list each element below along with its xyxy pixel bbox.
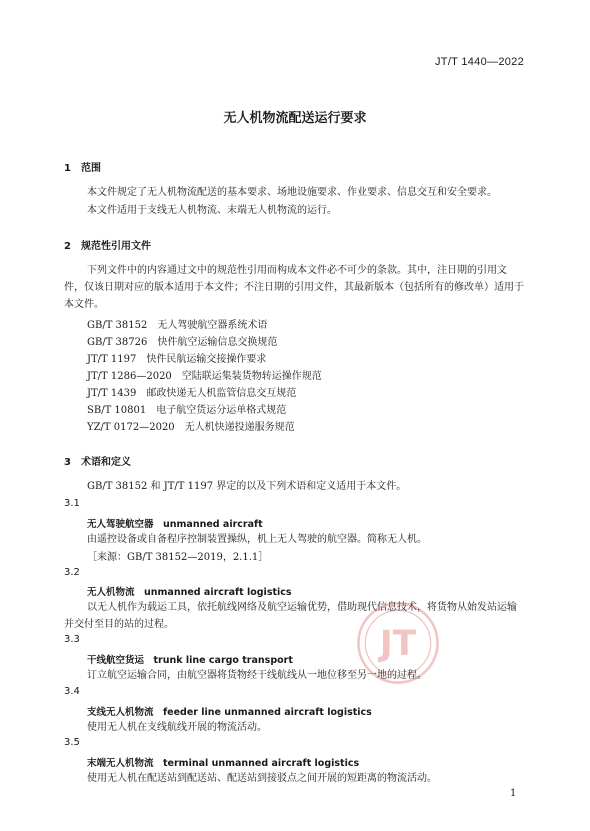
scope-paragraph: 本文件规定了无人机物流配送的基本要求、场地设施要求、作业要求、信息交互和安全要求。 — [87, 187, 497, 198]
reference-item: GB/T 38726 快件航空运输信息交换规范 — [87, 337, 278, 348]
reference-item: JT/T 1197 快件民航运输交接操作要求 — [87, 354, 267, 365]
term-number: 3.1 — [64, 498, 80, 509]
term-definition: 订立航空运输合同，由航空器将货物经干线航线从一地位移至另一地的过程。 — [87, 670, 427, 681]
term-title: 支线无人机物流 feeder line unmanned aircraft logistics — [87, 707, 372, 718]
term-number: 3.5 — [64, 737, 80, 748]
term-title: 干线航空货运 trunk line cargo transport — [87, 655, 293, 666]
scope-paragraph: 本文件适用于支线无人机物流、末端无人机物流的运行。 — [87, 205, 337, 216]
reference-item: GB/T 38152 无人驾驶航空器系统术语 — [87, 320, 268, 331]
normative-intro-line: 本文件。 — [64, 299, 104, 310]
term-definition: 并交付至目的站的过程。 — [64, 619, 174, 630]
normative-intro-line: 下列文件中的内容通过文中的规范性引用而构成本文件必不可少的条款。其中，注日期的引用文 — [87, 265, 507, 276]
reference-item: JT/T 1286—2020 空陆联运集装货物转运操作规范 — [87, 371, 322, 382]
section-heading-terms: 3 术语和定义 — [64, 457, 131, 468]
reference-item: JT/T 1439 邮政快递无人机监管信息交互规范 — [87, 388, 297, 399]
jt-watermark-stamp — [355, 600, 441, 686]
term-title: 末端无人机物流 terminal unmanned aircraft logistics — [87, 758, 360, 769]
section-heading-scope: 1 范围 — [64, 163, 101, 174]
normative-intro-line: 件，仅该日期对应的版本适用于本文件；不注日期的引用文件，其最新版本（包括所有的修改单）适用于 — [64, 282, 524, 293]
terms-intro: GB/T 38152 和 JT/T 1197 界定的以及下列术语和定义适用于本文件。 — [87, 481, 407, 492]
standard-number: JT/T 1440—2022 — [435, 56, 524, 68]
term-definition: 使用无人机在配送站到配送站、配送站到接驳点之间开展的短距离的物流活动。 — [87, 773, 437, 784]
watermark-text: JT — [379, 624, 417, 665]
term-title: 无人机物流 unmanned aircraft logistics — [87, 587, 292, 598]
term-number: 3.3 — [64, 634, 80, 645]
term-definition: 以无人机作为载运工具，依托航线网络及航空运输优势，借助现代信息技术，将货物从始发站运输 — [87, 602, 517, 613]
document-title: 无人机物流配送运行要求 — [223, 111, 367, 126]
term-definition: 使用无人机在支线航线开展的物流活动。 — [87, 722, 267, 733]
section-heading-normative: 2 规范性引用文件 — [64, 241, 151, 252]
term-title: 无人驾驶航空器 unmanned aircraft — [87, 519, 263, 530]
term-number: 3.2 — [64, 567, 80, 578]
page-number: 1 — [510, 788, 517, 799]
term-definition: 由遥控设备或自备程序控制装置操纵，机上无人驾驶的航空器。简称无人机。 — [87, 534, 427, 545]
reference-item: YZ/T 0172—2020 无人机快递投递服务规范 — [87, 422, 295, 433]
reference-item: SB/T 10801 电子航空货运分运单格式规范 — [87, 405, 287, 416]
term-source: ［来源：GB/T 38152—2019，2.1.1］ — [87, 552, 269, 563]
term-number: 3.4 — [64, 686, 80, 697]
